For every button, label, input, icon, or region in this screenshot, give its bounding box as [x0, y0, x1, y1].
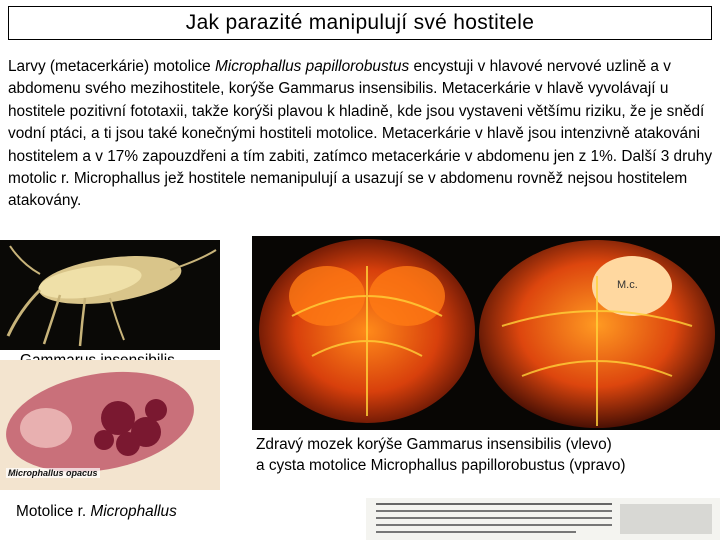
- brain-caption: [256, 434, 626, 476]
- fluke-photo: [0, 360, 220, 490]
- body-paragraph: [8, 56, 714, 213]
- fluke-species-tag: Microphallus opacus: [8, 468, 98, 478]
- motolice-caption-prefix: Motolice r.: [16, 503, 91, 520]
- gammarus-illustration: [0, 240, 220, 350]
- paragraph-part-1: Larvy (metacerkárie) motolice: [8, 58, 215, 75]
- mc-label: M.c.: [617, 279, 638, 291]
- slide-title: Jak parazité manipulují své hostitele: [185, 11, 535, 34]
- brain-caption-line-2: a cysta motolice Microphallus papillorobustus (vpravo): [256, 457, 626, 474]
- slide-title-box: [8, 6, 712, 40]
- species-name: Microphallus papillorobustus: [214, 58, 410, 75]
- brain-illustration: [252, 236, 720, 430]
- gammarus-photo: [0, 240, 220, 350]
- paragraph-part-2: encystuji v hlavové nervové uzlině a v abdomenu svého mezihostitele, korýše Gammarus insensibilis. Metacerkárie v hlavě vyvolávají u hostitele pozitivní fototaxii, takže korýši plavou k hladině, kde jsou vystaveni většímu riziku, že je snědí vodní ptáci, a ti jsou také konečnými hostiteli motolice. Metacerkárie v hlavě jsou intenzivně atakováni hostitelem a v 17% zapouzdřeni a tím zabiti, zatímco metacerkárie v abdomenu jen z 1%. Další 3 druhy motolic r. Microphallus jež hostitele nemanipulují a usazují se v abdomenu rovněž nejsou hostitelem atakovány.: [8, 58, 713, 210]
- motolice-caption-genus: Microphallus: [90, 503, 177, 520]
- paper-text-illustration: [366, 498, 720, 540]
- brain-caption-line-1: Zdravý mozek korýše Gammarus insensibilis (vlevo): [256, 436, 612, 453]
- brain-micrographs: [252, 236, 720, 430]
- paper-figure-thumbnail: [366, 498, 720, 540]
- motolice-caption: [16, 502, 177, 522]
